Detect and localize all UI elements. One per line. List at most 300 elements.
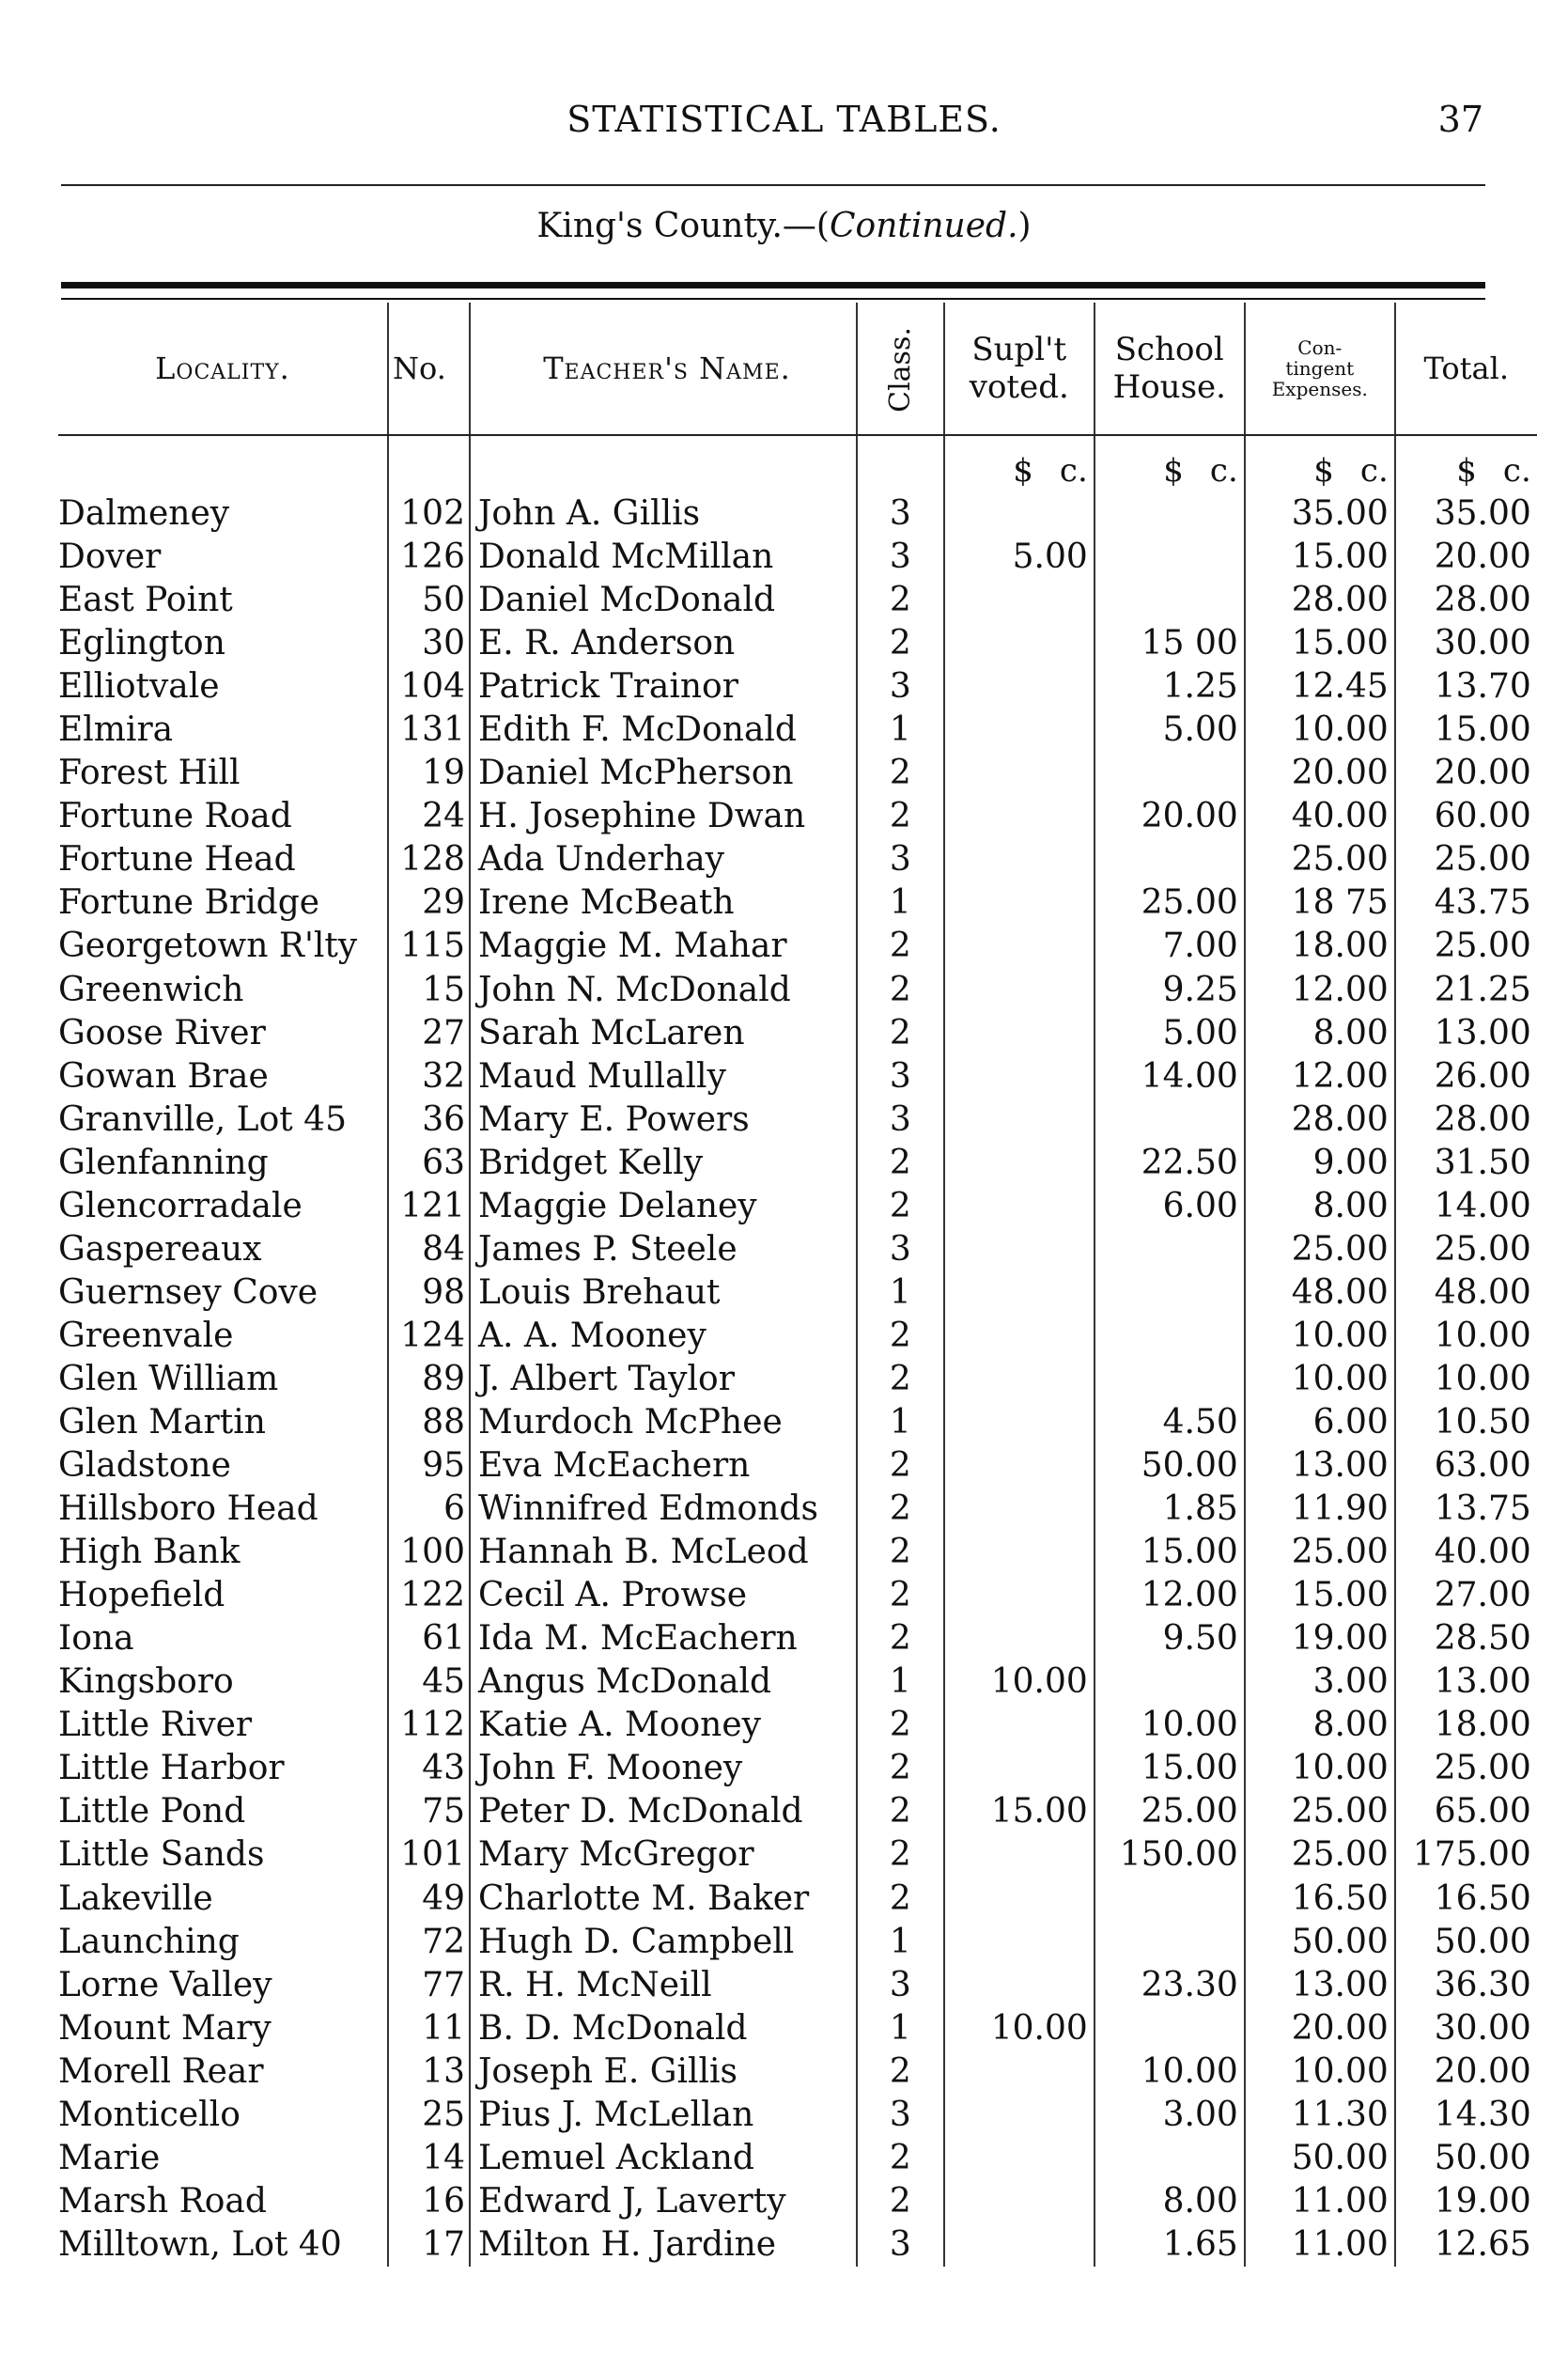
cell-school-house <box>1094 1660 1245 1704</box>
table-row <box>58 1833 1537 1877</box>
cell-teacher: Donald McMillan <box>470 536 857 579</box>
units-contingent <box>1245 435 1395 492</box>
cell-locality: Forest Hill <box>58 754 241 793</box>
cell-total: 50.00 <box>1434 1922 1531 1961</box>
cell-suppl-voted <box>944 752 1094 795</box>
cell-suppl-voted <box>944 2137 1094 2180</box>
cell-class: 2 <box>857 1704 944 1747</box>
cell-total: 65.00 <box>1434 1792 1531 1831</box>
cell-no: 27 <box>388 1012 470 1055</box>
cell-contingent-expenses: 16.50 <box>1245 1878 1395 1921</box>
cell-no: 128 <box>388 838 470 881</box>
cell-locality: Elmira <box>58 710 174 750</box>
cell-class: 2 <box>857 579 944 622</box>
cell-total: 26.00 <box>1434 1056 1531 1096</box>
table-row <box>58 1488 1537 1531</box>
cell-locality: Glenfanning <box>58 1143 269 1182</box>
cell-school-house: 1.25 <box>1094 665 1245 709</box>
cell-no: 15 <box>388 969 470 1012</box>
cell-total: 25.00 <box>1434 1229 1531 1269</box>
cell-locality: Glencorradale <box>58 1186 303 1225</box>
cell-suppl-voted <box>944 709 1094 752</box>
cell-suppl-voted <box>944 579 1094 622</box>
cell-suppl-voted <box>944 1878 1094 1921</box>
cell-no: 100 <box>388 1531 470 1574</box>
cell-class: 3 <box>857 536 944 579</box>
unit-cents: c. <box>1059 452 1088 490</box>
page-number: 37 <box>1437 99 1483 140</box>
cell-teacher: Sarah McLaren <box>470 1012 857 1055</box>
cell-contingent-expenses: 12.45 <box>1245 665 1395 709</box>
cell-suppl-voted <box>944 2180 1094 2223</box>
cell-teacher: Ida M. McEachern <box>470 1617 857 1660</box>
cell-contingent-expenses: 12.00 <box>1245 969 1395 1012</box>
cell-class: 2 <box>857 2137 944 2180</box>
table-row <box>58 1878 1537 1921</box>
cell-class: 3 <box>857 665 944 709</box>
cell-suppl-voted <box>944 838 1094 881</box>
cell-contingent-expenses: 40.00 <box>1245 795 1395 838</box>
cell-class: 3 <box>857 2223 944 2267</box>
cell-no: 45 <box>388 1660 470 1704</box>
cell-suppl-voted <box>944 1617 1094 1660</box>
cell-class: 2 <box>857 1878 944 1921</box>
cell-teacher: Mary McGregor <box>470 1833 857 1877</box>
cell-class: 2 <box>857 1185 944 1228</box>
cell-no: 24 <box>388 795 470 838</box>
cell-class: 2 <box>857 1531 944 1574</box>
cell-teacher: Winnifred Edmonds <box>470 1488 857 1531</box>
cell-teacher: R. H. McNeill <box>470 1964 857 2007</box>
cell-teacher: Edward J, Laverty <box>470 2180 857 2223</box>
cell-contingent-expenses: 28.00 <box>1245 1099 1395 1142</box>
cell-school-house <box>1094 2007 1245 2050</box>
cell-contingent-expenses: 11.00 <box>1245 2223 1395 2267</box>
page-header-title: STATISTICAL TABLES. <box>567 99 1001 140</box>
cell-suppl-voted <box>944 1315 1094 1358</box>
table-row <box>58 2050 1537 2094</box>
cell-school-house <box>1094 492 1245 536</box>
cell-class: 1 <box>857 2007 944 2050</box>
cell-teacher: Hannah B. McLeod <box>470 1531 857 1574</box>
cell-locality: Gaspereaux <box>58 1229 262 1269</box>
cell-locality: Guernsey Cove <box>58 1272 318 1312</box>
cell-locality: Georgetown R'lty <box>58 927 358 966</box>
cell-contingent-expenses: 10.00 <box>1245 1358 1395 1401</box>
cell-total: 36.30 <box>1434 1965 1531 2004</box>
table-row <box>58 925 1537 968</box>
cell-contingent-expenses: 15.00 <box>1245 536 1395 579</box>
cell-no: 131 <box>388 709 470 752</box>
cell-no: 104 <box>388 665 470 709</box>
cell-contingent-expenses: 20.00 <box>1245 752 1395 795</box>
cell-no: 17 <box>388 2223 470 2267</box>
cell-locality: Glen William <box>58 1359 279 1398</box>
cell-teacher: Maggie M. Mahar <box>470 925 857 968</box>
units-suppl <box>944 435 1094 492</box>
cell-no: 102 <box>388 492 470 536</box>
cell-total: 19.00 <box>1434 2181 1531 2221</box>
cell-contingent-expenses: 48.00 <box>1245 1271 1395 1315</box>
cell-class: 2 <box>857 1012 944 1055</box>
table-row <box>58 969 1537 1012</box>
cell-teacher: A. A. Mooney <box>470 1315 857 1358</box>
cell-contingent-expenses: 18.00 <box>1245 925 1395 968</box>
cell-suppl-voted: 10.00 <box>944 1660 1094 1704</box>
table-row <box>58 1660 1537 1704</box>
cell-teacher: E. R. Anderson <box>470 622 857 665</box>
cell-teacher: Angus McDonald <box>470 1660 857 1704</box>
cell-teacher: Lemuel Ackland <box>470 2137 857 2180</box>
cell-no: 112 <box>388 1704 470 1747</box>
cell-teacher: John F. Mooney <box>470 1747 857 1790</box>
cell-school-house: 1.85 <box>1094 1488 1245 1531</box>
units-total <box>1395 435 1537 492</box>
cell-locality: Fortune Road <box>58 797 292 836</box>
cell-total: 60.00 <box>1434 797 1531 836</box>
col-header-contingent-line1: Con- <box>1297 336 1343 359</box>
cell-suppl-voted <box>944 1012 1094 1055</box>
cell-total: 20.00 <box>1434 2051 1531 2091</box>
cell-locality: Lakeville <box>58 1878 213 1918</box>
cell-contingent-expenses: 8.00 <box>1245 1185 1395 1228</box>
cell-suppl-voted <box>944 2050 1094 2094</box>
table-row <box>58 665 1537 709</box>
cell-suppl-voted <box>944 1401 1094 1444</box>
cell-teacher: Milton H. Jardine <box>470 2223 857 2267</box>
col-header-no: No. <box>388 303 470 435</box>
cell-locality: Monticello <box>58 2095 241 2134</box>
cell-total: 27.00 <box>1434 1576 1531 1615</box>
units-row <box>58 435 1537 492</box>
cell-contingent-expenses: 10.00 <box>1245 709 1395 752</box>
table-row <box>58 1531 1537 1574</box>
statistics-table <box>58 303 1537 2267</box>
cell-no: 14 <box>388 2137 470 2180</box>
table-row <box>58 1055 1537 1099</box>
cell-teacher: Joseph E. Gillis <box>470 2050 857 2094</box>
cell-contingent-expenses: 25.00 <box>1245 1531 1395 1574</box>
cell-total: 20.00 <box>1434 754 1531 793</box>
unit-dollar: $ <box>1456 452 1477 490</box>
cell-suppl-voted: 15.00 <box>944 1790 1094 1833</box>
cell-contingent-expenses: 15.00 <box>1245 1574 1395 1617</box>
table-row <box>58 1704 1537 1747</box>
cell-school-house <box>1094 752 1245 795</box>
cell-contingent-expenses: 50.00 <box>1245 1921 1395 1964</box>
table-row <box>58 1921 1537 1964</box>
cell-locality: Launching <box>58 1922 240 1961</box>
cell-school-house: 3.00 <box>1094 2094 1245 2137</box>
cell-school-house: 15.00 <box>1094 1531 1245 1574</box>
table-subtitle <box>0 207 1568 245</box>
units-empty <box>470 435 857 492</box>
cell-school-house: 9.25 <box>1094 969 1245 1012</box>
cell-locality: Glen Martin <box>58 1403 266 1442</box>
cell-total: 14.30 <box>1434 2095 1531 2134</box>
cell-class: 2 <box>857 1488 944 1531</box>
units-empty <box>58 435 388 492</box>
table-row <box>58 1315 1537 1358</box>
cell-suppl-voted <box>944 969 1094 1012</box>
cell-suppl-voted <box>944 1099 1094 1142</box>
cell-class: 2 <box>857 1617 944 1660</box>
cell-total: 30.00 <box>1434 2008 1531 2048</box>
cell-locality: Greenvale <box>58 1316 234 1355</box>
cell-suppl-voted <box>944 1228 1094 1271</box>
cell-no: 6 <box>388 1488 470 1531</box>
cell-total: 48.00 <box>1434 1272 1531 1312</box>
cell-class: 3 <box>857 1228 944 1271</box>
cell-locality: Granville, Lot 45 <box>58 1099 347 1139</box>
cell-suppl-voted <box>944 492 1094 536</box>
cell-class: 2 <box>857 969 944 1012</box>
cell-locality: Eglington <box>58 624 225 663</box>
cell-contingent-expenses: 11.00 <box>1245 2180 1395 2223</box>
cell-class: 2 <box>857 1790 944 1833</box>
cell-locality: Morell Rear <box>58 2051 264 2091</box>
cell-contingent-expenses: 13.00 <box>1245 1444 1395 1488</box>
col-header-class <box>857 303 944 435</box>
table-row <box>58 1012 1537 1055</box>
unit-cents: c. <box>1359 452 1389 490</box>
table-row <box>58 1142 1537 1185</box>
cell-suppl-voted <box>944 622 1094 665</box>
cell-teacher: Bridget Kelly <box>470 1142 857 1185</box>
table-row <box>58 1358 1537 1401</box>
cell-class: 2 <box>857 1358 944 1401</box>
unit-dollar: $ <box>1163 452 1184 490</box>
cell-teacher: Cecil A. Prowse <box>470 1574 857 1617</box>
cell-school-house <box>1094 1878 1245 1921</box>
cell-no: 126 <box>388 536 470 579</box>
cell-suppl-voted <box>944 1747 1094 1790</box>
cell-teacher: H. Josephine Dwan <box>470 795 857 838</box>
cell-contingent-expenses: 8.00 <box>1245 1012 1395 1055</box>
col-header-school <box>1094 303 1245 435</box>
cell-contingent-expenses: 28.00 <box>1245 579 1395 622</box>
cell-teacher: Maud Mullally <box>470 1055 857 1099</box>
cell-school-house: 5.00 <box>1094 709 1245 752</box>
cell-locality: Little Harbor <box>58 1749 285 1788</box>
table-row <box>58 536 1537 579</box>
cell-school-house: 4.50 <box>1094 1401 1245 1444</box>
table-row <box>58 1617 1537 1660</box>
col-header-school-line2: House. <box>1112 368 1226 406</box>
header-rule <box>61 184 1485 186</box>
cell-total: 63.00 <box>1434 1446 1531 1486</box>
table-body <box>58 435 1537 2267</box>
col-header-school-line1: School <box>1114 331 1224 368</box>
col-header-total: Total. <box>1395 303 1537 435</box>
subtitle-italic: Continued. <box>829 207 1018 245</box>
cell-no: 32 <box>388 1055 470 1099</box>
cell-school-house <box>1094 838 1245 881</box>
cell-contingent-expenses: 18 75 <box>1245 881 1395 925</box>
table-row <box>58 492 1537 536</box>
cell-school-house: 10.00 <box>1094 1704 1245 1747</box>
cell-teacher: John N. McDonald <box>470 969 857 1012</box>
cell-no: 13 <box>388 2050 470 2094</box>
cell-school-house: 9.50 <box>1094 1617 1245 1660</box>
cell-class: 2 <box>857 925 944 968</box>
cell-school-house: 20.00 <box>1094 795 1245 838</box>
cell-class: 3 <box>857 838 944 881</box>
table-top-thick-rule <box>61 282 1485 288</box>
cell-no: 89 <box>388 1358 470 1401</box>
cell-total: 15.00 <box>1434 710 1531 750</box>
cell-class: 3 <box>857 1099 944 1142</box>
cell-locality: Hillsboro Head <box>58 1489 318 1529</box>
cell-class: 3 <box>857 1964 944 2007</box>
cell-teacher: Charlotte M. Baker <box>470 1878 857 1921</box>
cell-total: 12.65 <box>1434 2224 1531 2264</box>
cell-school-house <box>1094 1228 1245 1271</box>
table-row <box>58 1185 1537 1228</box>
cell-school-house: 6.00 <box>1094 1185 1245 1228</box>
cell-locality: Kingsboro <box>58 1662 234 1702</box>
col-header-contingent-line2: tingent <box>1285 357 1355 380</box>
cell-teacher: Patrick Trainor <box>470 665 857 709</box>
cell-suppl-voted <box>944 1921 1094 1964</box>
cell-total: 50.00 <box>1434 2138 1531 2177</box>
table-row <box>58 881 1537 925</box>
cell-teacher: Ada Underhay <box>470 838 857 881</box>
cell-total: 13.75 <box>1434 1489 1531 1529</box>
cell-suppl-voted <box>944 1055 1094 1099</box>
cell-locality: Hopefield <box>58 1576 225 1615</box>
cell-teacher: Mary E. Powers <box>470 1099 857 1142</box>
cell-suppl-voted <box>944 881 1094 925</box>
cell-no: 95 <box>388 1444 470 1488</box>
cell-no: 98 <box>388 1271 470 1315</box>
cell-total: 28.00 <box>1434 1099 1531 1139</box>
table-row <box>58 709 1537 752</box>
cell-contingent-expenses: 10.00 <box>1245 1747 1395 1790</box>
cell-class: 2 <box>857 1142 944 1185</box>
cell-no: 75 <box>388 1790 470 1833</box>
cell-teacher: Murdoch McPhee <box>470 1401 857 1444</box>
cell-class: 2 <box>857 1574 944 1617</box>
cell-teacher: Peter D. McDonald <box>470 1790 857 1833</box>
cell-suppl-voted <box>944 1185 1094 1228</box>
cell-school-house: 7.00 <box>1094 925 1245 968</box>
cell-school-house: 25.00 <box>1094 1790 1245 1833</box>
cell-school-house: 25.00 <box>1094 881 1245 925</box>
cell-locality: Mount Mary <box>58 2008 272 2048</box>
cell-contingent-expenses: 9.00 <box>1245 1142 1395 1185</box>
cell-locality: Little Pond <box>58 1792 246 1831</box>
cell-teacher: Katie A. Mooney <box>470 1704 857 1747</box>
cell-locality: Greenwich <box>58 970 244 1009</box>
cell-total: 16.50 <box>1434 1878 1531 1918</box>
table-row <box>58 2094 1537 2137</box>
col-header-suppl-line2: voted. <box>969 368 1069 406</box>
cell-suppl-voted: 10.00 <box>944 2007 1094 2050</box>
cell-school-house: 50.00 <box>1094 1444 1245 1488</box>
cell-contingent-expenses: 13.00 <box>1245 1964 1395 2007</box>
cell-no: 50 <box>388 579 470 622</box>
cell-teacher: J. Albert Taylor <box>470 1358 857 1401</box>
cell-no: 121 <box>388 1185 470 1228</box>
cell-school-house: 15.00 <box>1094 1747 1245 1790</box>
cell-teacher: Edith F. McDonald <box>470 709 857 752</box>
table-row <box>58 1401 1537 1444</box>
cell-contingent-expenses: 11.90 <box>1245 1488 1395 1531</box>
table-row <box>58 1790 1537 1833</box>
cell-school-house: 12.00 <box>1094 1574 1245 1617</box>
cell-total: 13.70 <box>1434 667 1531 707</box>
cell-contingent-expenses: 8.00 <box>1245 1704 1395 1747</box>
table-row <box>58 1444 1537 1488</box>
cell-class: 2 <box>857 622 944 665</box>
cell-no: 43 <box>388 1747 470 1790</box>
cell-total: 43.75 <box>1434 883 1531 923</box>
cell-class: 2 <box>857 2180 944 2223</box>
cell-class: 1 <box>857 709 944 752</box>
cell-contingent-expenses: 11.30 <box>1245 2094 1395 2137</box>
cell-no: 77 <box>388 1964 470 2007</box>
cell-total: 13.00 <box>1434 1662 1531 1702</box>
cell-contingent-expenses: 20.00 <box>1245 2007 1395 2050</box>
cell-school-house <box>1094 579 1245 622</box>
cell-locality: Lorne Valley <box>58 1965 272 2004</box>
cell-locality: Dalmeney <box>58 494 230 534</box>
cell-total: 40.00 <box>1434 1533 1531 1572</box>
cell-teacher: Hugh D. Campbell <box>470 1921 857 1964</box>
units-empty <box>857 435 944 492</box>
cell-suppl-voted <box>944 1444 1094 1488</box>
cell-no: 19 <box>388 752 470 795</box>
cell-total: 20.00 <box>1434 538 1531 577</box>
cell-teacher: Maggie Delaney <box>470 1185 857 1228</box>
cell-total: 10.00 <box>1434 1359 1531 1398</box>
cell-total: 13.00 <box>1434 1013 1531 1052</box>
cell-suppl-voted <box>944 1964 1094 2007</box>
cell-contingent-expenses: 25.00 <box>1245 1790 1395 1833</box>
cell-suppl-voted <box>944 2094 1094 2137</box>
cell-locality: Little Sands <box>58 1835 265 1875</box>
unit-dollar: $ <box>1313 452 1334 490</box>
unit-cents: c. <box>1209 452 1238 490</box>
cell-contingent-expenses: 25.00 <box>1245 1228 1395 1271</box>
cell-class: 2 <box>857 1444 944 1488</box>
table-row <box>58 838 1537 881</box>
cell-locality: Marsh Road <box>58 2181 267 2221</box>
cell-contingent-expenses: 6.00 <box>1245 1401 1395 1444</box>
cell-total: 10.50 <box>1434 1403 1531 1442</box>
cell-total: 21.25 <box>1434 970 1531 1009</box>
cell-school-house <box>1094 1099 1245 1142</box>
table-row <box>58 1099 1537 1142</box>
cell-no: 88 <box>388 1401 470 1444</box>
cell-teacher: James P. Steele <box>470 1228 857 1271</box>
cell-school-house <box>1094 1358 1245 1401</box>
cell-suppl-voted <box>944 1833 1094 1877</box>
cell-suppl-voted <box>944 2223 1094 2267</box>
cell-contingent-expenses: 12.00 <box>1245 1055 1395 1099</box>
cell-locality: Little River <box>58 1706 253 1745</box>
cell-total: 28.00 <box>1434 581 1531 620</box>
cell-contingent-expenses: 3.00 <box>1245 1660 1395 1704</box>
cell-locality: Iona <box>58 1619 134 1659</box>
cell-teacher: John A. Gillis <box>470 492 857 536</box>
cell-suppl-voted <box>944 1531 1094 1574</box>
cell-class: 2 <box>857 1315 944 1358</box>
cell-contingent-expenses: 10.00 <box>1245 2050 1395 2094</box>
cell-class: 1 <box>857 1660 944 1704</box>
col-header-suppl <box>944 303 1094 435</box>
